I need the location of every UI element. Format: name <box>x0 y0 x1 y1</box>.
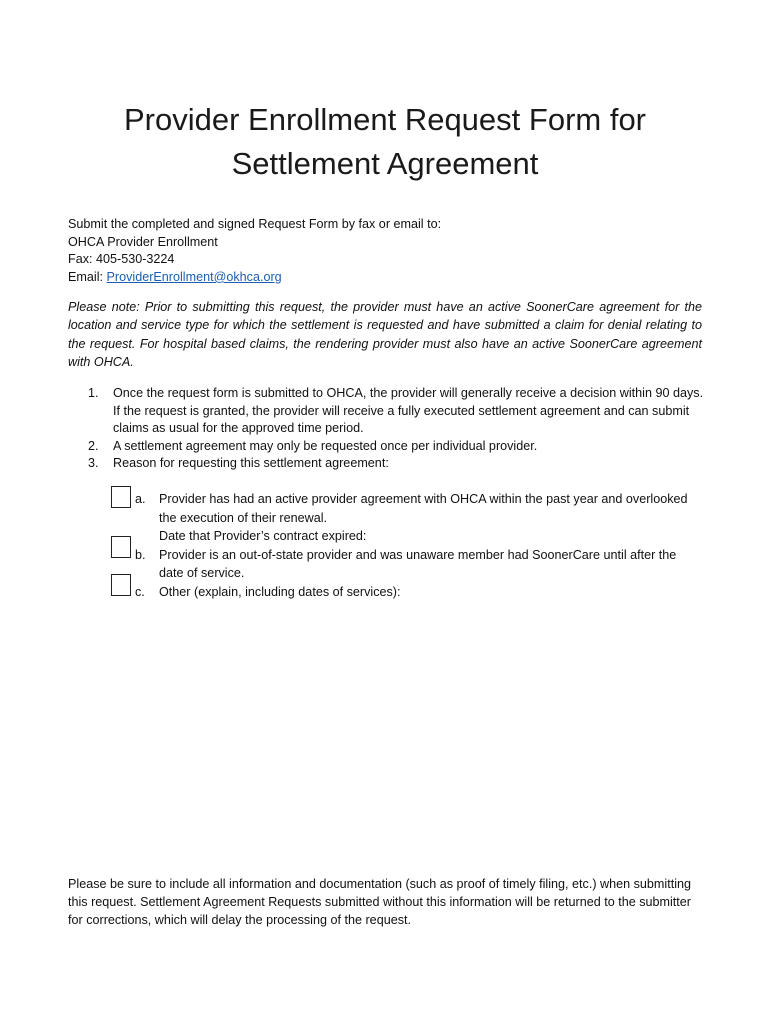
list-text: A settlement agreement may only be requested once per individual provider. <box>113 438 538 453</box>
email-label: Email: <box>68 269 107 284</box>
list-item <box>88 385 704 438</box>
title-line-1: Provider Enrollment Request Form for <box>123 102 647 137</box>
option-a <box>112 490 704 546</box>
list-number: 3. <box>88 456 99 471</box>
option-b-text: Provider is an out-of-state provider and was unaware member had SoonerCare until after the date of service. <box>159 547 677 581</box>
list-number: 2. <box>88 438 99 453</box>
email-link[interactable]: ProviderEnrollment@okhca.org <box>106 269 282 284</box>
submit-org: OHCA Provider Enrollment <box>68 234 218 249</box>
list-text: Once the request form is submitted to OHCA, the provider will generally receive a decision within 90 days. If the request is granted, the provider will receive a fully executed settlement agreement and can submit claims as usual for the approved time period. <box>113 386 704 436</box>
title-line-2: Settlement Agreement <box>231 146 539 181</box>
option-a-text: Provider has had an active provider agreement with OHCA within the past year and overlooked the execution of their renewal. <box>159 492 688 525</box>
reason-options <box>112 490 704 602</box>
submit-fax: Fax: 405-530-3224 <box>68 252 175 267</box>
list-item <box>88 438 704 456</box>
please-note-paragraph: Please note: Prior to submitting this request, the provider must have an active SoonerCare agreement for the location and service type for which the settlement is requested and have submitted a claim for denial relating to the request. For hospital based claims, the rendering provider must also have an active SoonerCare agreement with OHCA. <box>68 300 702 370</box>
option-c-letter: c. <box>135 584 145 599</box>
option-a-letter: a. <box>135 492 146 506</box>
option-b-letter: b. <box>135 547 146 562</box>
page-title <box>60 98 710 186</box>
footer-instructions: Please be sure to include all information and documentation (such as proof of timely filing, etc.) when submitting this request. Settlement Agreement Requests submitted without this information will be returned to the submitter for corrections, which will delay the processing of the request. <box>68 877 692 927</box>
list-text: Reason for requesting this settlement agreement: <box>113 456 389 471</box>
option-c-text: Other (explain, including dates of services): <box>159 584 401 599</box>
submission-instructions <box>68 216 708 286</box>
option-c <box>112 583 704 602</box>
option-b <box>112 546 704 583</box>
contract-expired-label: Date that Provider’s contract expired: <box>159 529 367 544</box>
list-number: 1. <box>88 386 99 400</box>
submit-intro: Submit the completed and signed Request Form by fax or email to: <box>68 217 442 231</box>
submit-email-line <box>68 269 708 287</box>
list-item <box>88 455 704 473</box>
numbered-list <box>88 385 704 473</box>
